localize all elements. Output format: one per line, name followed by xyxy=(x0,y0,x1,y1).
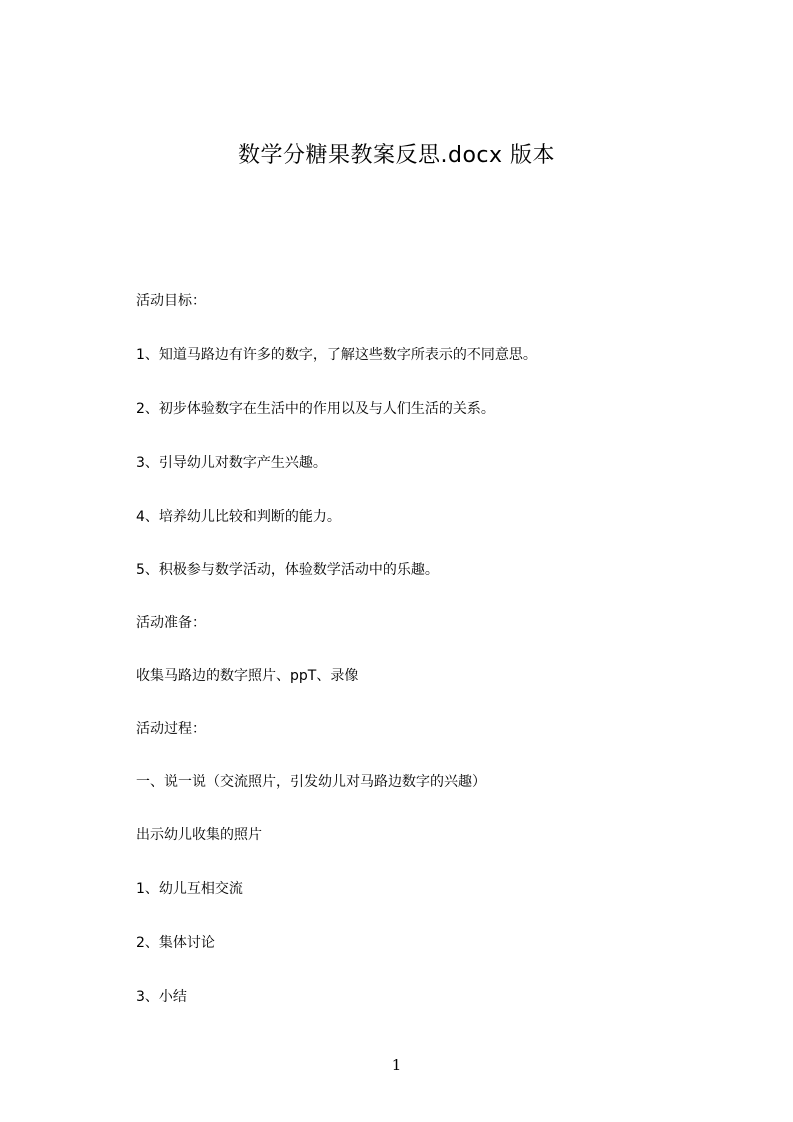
document-title: 数学分糖果教案反思.docx 版本 xyxy=(237,143,556,168)
process-item-1: 1、幼儿互相交流 xyxy=(136,881,243,897)
goal-item-2: 2、初步体验数字在生活中的作用以及与人们生活的关系。 xyxy=(136,401,495,417)
goal-item-1: 1、知道马路边有许多的数字，了解这些数字所表示的不同意思。 xyxy=(136,347,537,363)
goal-item-5: 5、积极参与数学活动，体验数学活动中的乐趣。 xyxy=(136,562,439,578)
section-heading-preparation: 活动准备： xyxy=(136,615,206,631)
page-number: 1 xyxy=(391,1056,402,1074)
goal-item-3: 3、引导幼儿对数字产生兴趣。 xyxy=(136,455,327,471)
process-step-heading: 一、说一说（交流照片，引发幼儿对马路边数字的兴趣） xyxy=(136,774,486,790)
preparation-text: 收集马路边的数字照片、ppT、录像 xyxy=(136,668,359,684)
process-item-2: 2、集体讨论 xyxy=(136,935,215,951)
section-heading-goals: 活动目标： xyxy=(136,293,206,309)
goal-item-4: 4、培养幼儿比较和判断的能力。 xyxy=(136,509,341,525)
process-text: 出示幼儿收集的照片 xyxy=(136,827,262,843)
section-heading-process: 活动过程： xyxy=(136,721,206,737)
process-item-3: 3、小结 xyxy=(136,989,187,1005)
